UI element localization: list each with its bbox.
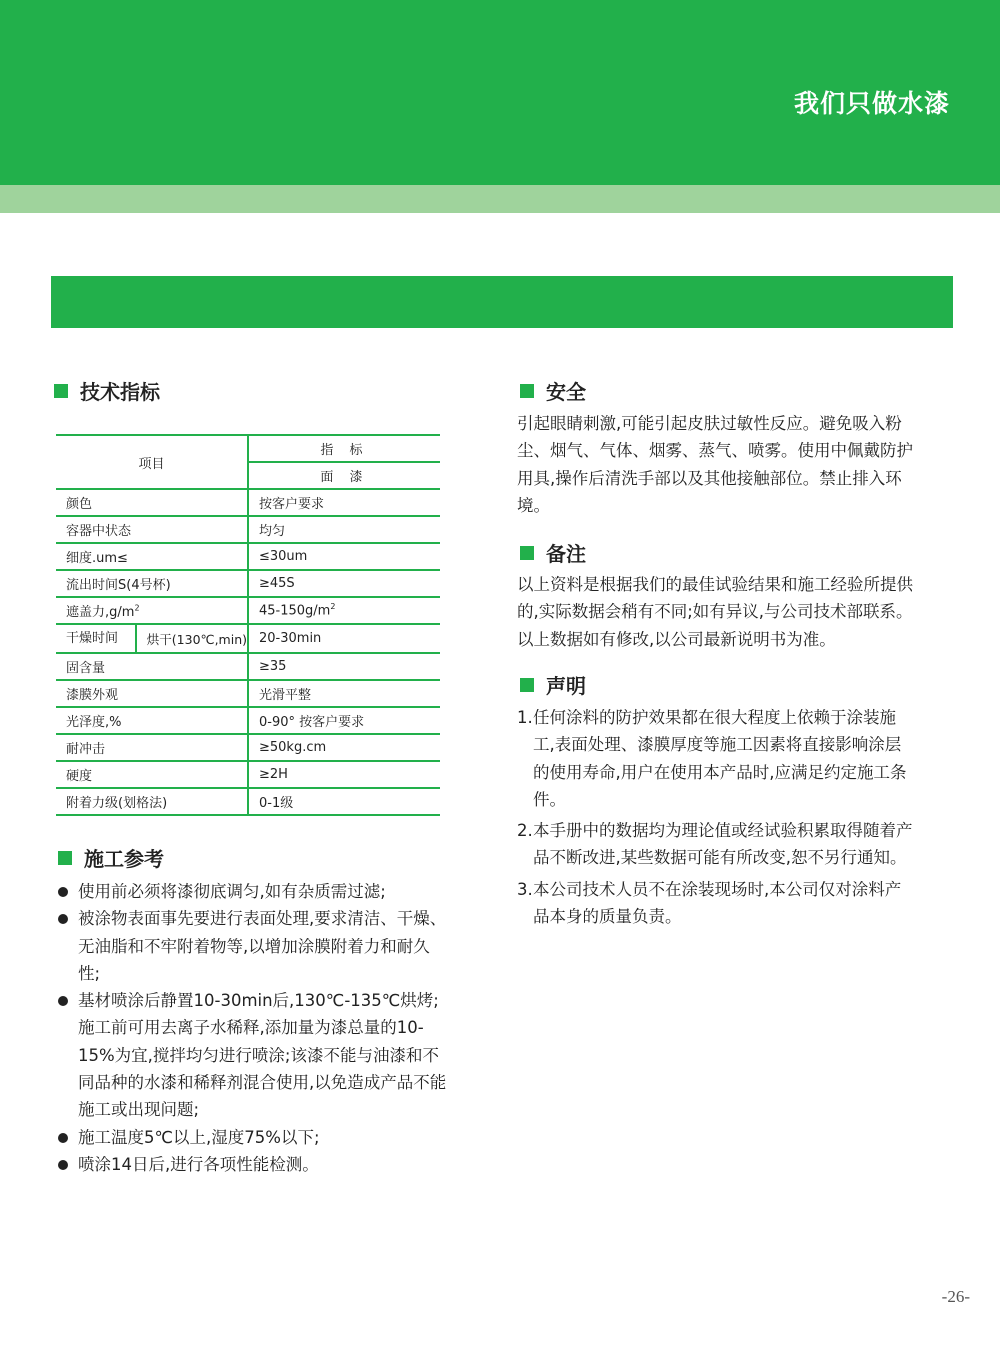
list-item <box>58 1151 450 1178</box>
safety-text: 引起眼睛刺激,可能引起皮肤过敏性反应。避免吸入粉尘、烟气、气体、烟雾、蒸气、喷雾。使用中佩戴防护用具,操作后清洗手部以及其他接触部位。禁止排入环境。 <box>517 414 913 515</box>
list-item <box>58 1124 450 1151</box>
row-value: ≥35 <box>248 653 440 680</box>
spec-table <box>56 434 440 816</box>
brand-title: 我们只做水漆 <box>793 89 950 118</box>
row-value-text: 45-150g/m <box>259 603 331 619</box>
row-item <box>56 597 248 624</box>
row-value: 0-1级 <box>248 788 440 815</box>
row-subitem: 烘干(130℃,min) <box>146 631 247 647</box>
table-row <box>56 570 440 597</box>
bullet-dot-icon <box>58 996 68 1006</box>
col-index-header: 指 标 <box>248 435 440 462</box>
list-item-text: 本公司技术人员不在涂装现场时,本公司仅对涂料产品本身的质量负责。 <box>533 879 902 927</box>
declaration-section-heading <box>520 670 586 699</box>
list-item-text: 任何涂料的防护效果都在很大程度上依赖于涂装施工,表面处理、漆膜厚度等施工因素将直接影响涂层的使用寿命,用户在使用本产品时,应满足约定施工条件。 <box>533 708 907 809</box>
construction-section-heading <box>58 843 164 872</box>
list-item-text: 喷涂14日后,进行各项性能检测。 <box>78 1154 319 1174</box>
bullet-dot-icon <box>58 887 68 897</box>
list-item-text: 基材喷涂后静置10-30min后,130℃-135℃烘烤;施工前可用去离子水稀释,添加量为漆总量的10-15%为宜,搅拌均匀进行喷涂;该漆不能与油漆和不同品种的水漆和稀释剂混合使用,以免造成产品不能施工或出现问题; <box>78 991 447 1120</box>
list-item-text: 使用前必须将漆彻底调匀,如有杂质需过滤; <box>78 882 386 901</box>
row-item: 硬度 <box>56 761 248 788</box>
list-item-number: 2. <box>517 821 533 841</box>
row-value: 0-90° 按客户要求 <box>248 707 440 734</box>
table-row <box>56 734 440 761</box>
row-item: 附着力级(划格法) <box>56 788 248 815</box>
row-value: ≤30um <box>248 543 440 570</box>
table-row <box>56 707 440 734</box>
list-item-text: 施工温度5℃以上,湿度75%以下; <box>78 1127 320 1147</box>
row-value: ≥2H <box>248 761 440 788</box>
row-item: 耐冲击 <box>56 734 248 761</box>
row-item-split <box>56 624 248 653</box>
tech-section-heading <box>54 376 160 405</box>
square-bullet-icon <box>520 546 534 560</box>
list-item-number: 1. <box>517 708 533 727</box>
row-value: 按客户要求 <box>248 489 440 516</box>
row-item: 细度.um≤ <box>56 543 248 570</box>
row-item: 漆膜外观 <box>56 680 248 707</box>
table-row <box>56 543 440 570</box>
list-item-text: 被涂物表面事先要进行表面处理,要求清洁、干燥、无油脂和不牢附着物等,以增加涂膜附着力和耐久性; <box>78 909 447 983</box>
safety-section-heading <box>520 376 586 405</box>
table-row <box>56 597 440 624</box>
table-row <box>56 680 440 707</box>
row-item-text: 遮盖力,g/m <box>66 605 135 620</box>
col-item-header: 项目 <box>56 435 248 489</box>
construction-list <box>58 878 450 1178</box>
square-bullet-icon <box>520 678 534 692</box>
safety-heading-text: 安全 <box>546 380 586 404</box>
row-value: 光滑平整 <box>248 680 440 707</box>
row-item: 固含量 <box>56 653 248 680</box>
page-number: -26- <box>941 1287 970 1306</box>
list-item <box>58 905 450 987</box>
product-title-bar <box>51 276 953 328</box>
row-item: 流出时间S(4号杯) <box>56 570 248 597</box>
construction-heading-text: 施工参考 <box>84 847 164 871</box>
bullet-dot-icon <box>58 914 68 924</box>
notes-heading-text: 备注 <box>546 542 586 566</box>
list-item <box>58 987 450 1123</box>
list-item <box>517 817 917 872</box>
superscript: 2 <box>134 603 140 613</box>
row-value: ≥45S <box>248 570 440 597</box>
square-bullet-icon <box>54 384 68 398</box>
list-item <box>517 704 917 813</box>
table-row <box>56 653 440 680</box>
list-item <box>58 878 450 905</box>
row-value: 均匀 <box>248 516 440 543</box>
row-item: 光泽度,% <box>56 707 248 734</box>
list-item-number: 3. <box>517 879 533 899</box>
table-header-row <box>56 435 440 462</box>
row-value: 20-30min <box>248 624 440 653</box>
row-value: ≥50kg.cm <box>248 734 440 761</box>
square-bullet-icon <box>520 384 534 398</box>
bullet-dot-icon <box>58 1133 68 1143</box>
table-row <box>56 761 440 788</box>
row-item: 干燥时间 <box>66 625 137 652</box>
header-strip <box>0 185 1000 213</box>
table-row <box>56 624 440 653</box>
table-row <box>56 788 440 815</box>
table-row <box>56 489 440 516</box>
notes-text: 以上资料是根据我们的最佳试验结果和施工经验所提供的,实际数据会稍有不同;如有异议,与公司技术部联系。以上数据如有修改,以公司最新说明书为准。 <box>517 575 913 649</box>
row-item: 容器中状态 <box>56 516 248 543</box>
square-bullet-icon <box>58 851 72 865</box>
table-row <box>56 516 440 543</box>
row-value <box>248 597 440 624</box>
col-sub-header: 面 漆 <box>248 462 440 489</box>
superscript: 2 <box>330 602 336 612</box>
list-item-text: 本手册中的数据均为理论值或经试验积累取得随着产品不断改进,某些数据可能有所改变,恕不另行通知。 <box>533 821 913 868</box>
declaration-list <box>517 704 917 934</box>
list-item <box>517 876 917 931</box>
notes-section-heading <box>520 538 586 567</box>
tech-heading-text: 技术指标 <box>80 380 160 404</box>
bullet-dot-icon <box>58 1160 68 1170</box>
row-item: 颜色 <box>56 489 248 516</box>
declaration-heading-text: 声明 <box>546 674 586 698</box>
